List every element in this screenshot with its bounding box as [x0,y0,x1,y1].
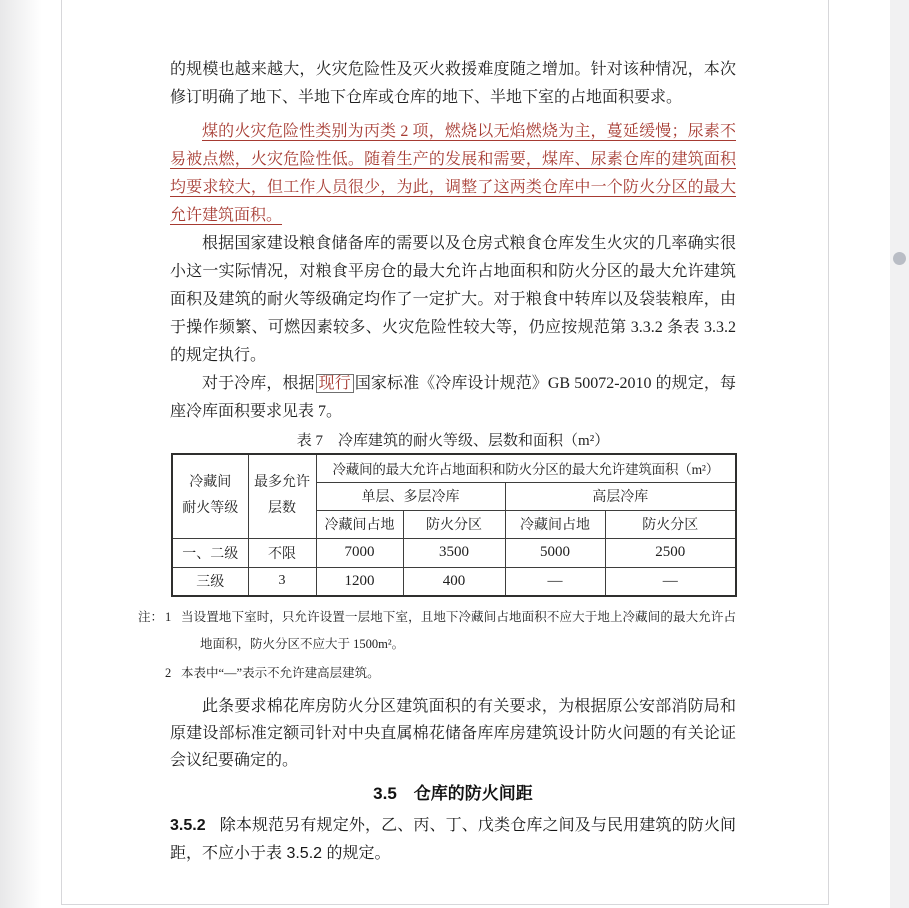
table7-subheader: 防火分区 [605,510,736,538]
note-2 [138,660,736,687]
paragraph-cold-storage [170,370,736,426]
table7-subheader: 冷藏间占地 [316,510,403,538]
cold-storage-text-before: 对于冷库，根据 [202,375,315,392]
note-number: 2 [165,666,172,680]
table7-header-fire-grade: 冷藏间 耐火等级 [172,454,248,538]
note-1 [138,604,736,658]
table7-cell-value: 3500 [403,538,505,567]
window-left-shadow [0,0,42,908]
section-heading-3-5: 3.5 仓库的防火间距 [373,784,533,803]
table7-subheader: 冷藏间占地 [505,510,605,538]
clause-text: 除本规范另有规定外，乙、丙、丁、戊类仓库之间及与民用建筑的防火间距，不应小于表 3.5.2 的规定。 [170,817,736,862]
scrollbar-track[interactable] [890,0,909,908]
table7-group-single-multi: 单层、多层冷库 [316,482,505,510]
table7-header-max-floors: 最多允许 层数 [248,454,316,538]
table7-subheader: 防火分区 [403,510,505,538]
cold-storage-text-after: 国家标准《冷库设计规范》GB 50072-2010 的规定，每座冷库面积要求见表 7。 [170,375,736,420]
note-number: 1 [165,610,172,624]
note-label: 注： [138,610,164,624]
table7-cell-floors: 3 [248,567,316,596]
note-text: 当设置地下室时，只允许设置一层地下室，且地下冷藏间占地面积不应大于地上冷藏间的最大允许占地面积，防火分区不应大于 1500m²。 [181,610,736,651]
table7-notes [138,604,736,687]
revision-boxed-word: 现行 [316,374,354,393]
table7-cell-value: — [605,567,736,596]
table7-cell-value: — [505,567,605,596]
table7-cell-value: 400 [403,567,505,596]
table7-row-grade3 [172,567,736,596]
table7 [171,453,737,597]
page-content [62,0,828,868]
table7-cell-grade: 一、二级 [172,538,248,567]
scrollbar-thumb[interactable] [893,252,906,265]
table7-cell-value: 2500 [605,538,736,567]
table7-cell-value: 1200 [316,567,403,596]
table7-group-highrise: 高层冷库 [505,482,736,510]
table7-cell-value: 7000 [316,538,403,567]
table7-cell-grade: 三级 [172,567,248,596]
revision-paragraph-coal-urea: 煤的火灾危险性类别为丙类 2 项，燃烧以无焰燃烧为主，蔓延缓慢；尿素不易被点燃，火灾危险性低。随着生产的发展和需要，煤库、尿素仓库的建筑面积均要求较大，但工作人员很少，为此，调整了这两类仓库中一个防火分区的最大允许建筑面积。 [170,123,736,224]
document-page [61,0,829,905]
table7-header-span: 冷藏间的最大允许占地面积和防火分区的最大允许建筑面积（m²） [316,454,736,482]
table7-caption: 表 7 冷库建筑的耐火等级、层数和面积（m²） [296,433,610,449]
clause-3-5-2 [170,812,736,868]
table7-cell-value: 5000 [505,538,605,567]
clause-number: 3.5.2 [170,817,206,834]
table7-row-grade12 [172,538,736,567]
paragraph-cotton-warehouse: 此条要求棉花库房防火分区建筑面积的有关要求，为根据原公安部消防局和原建设部标准定额司针对中央直属棉花储备库库房建筑设计防火问题的有关论证会议纪要确定的。 [170,698,736,769]
paragraph-grain-warehouse: 根据国家建设粮食储备库的需要以及仓房式粮食仓库发生火灾的几率确实很小这一实际情况，对粮食平房仓的最大允许占地面积和防火分区的最大允许建筑面积及建筑的耐火等级确定均作了一定扩大。对于粮食中转库以及袋装粮库，由于操作频繁、可燃因素较多、火灾危险性较大等，仍应按规范第 3.3.2 条表 3.3.2 的规定执行。 [170,235,736,364]
table7-cell-floors: 不限 [248,538,316,567]
paragraph-underground-area: 的规模也越来越大，火灾危险性及灭火救援难度随之增加。针对该种情况，本次修订明确了地下、半地下仓库或仓库的地下、半地下室的占地面积要求。 [170,61,736,106]
note-text: 本表中“—”表示不允许建高层建筑。 [181,666,380,680]
